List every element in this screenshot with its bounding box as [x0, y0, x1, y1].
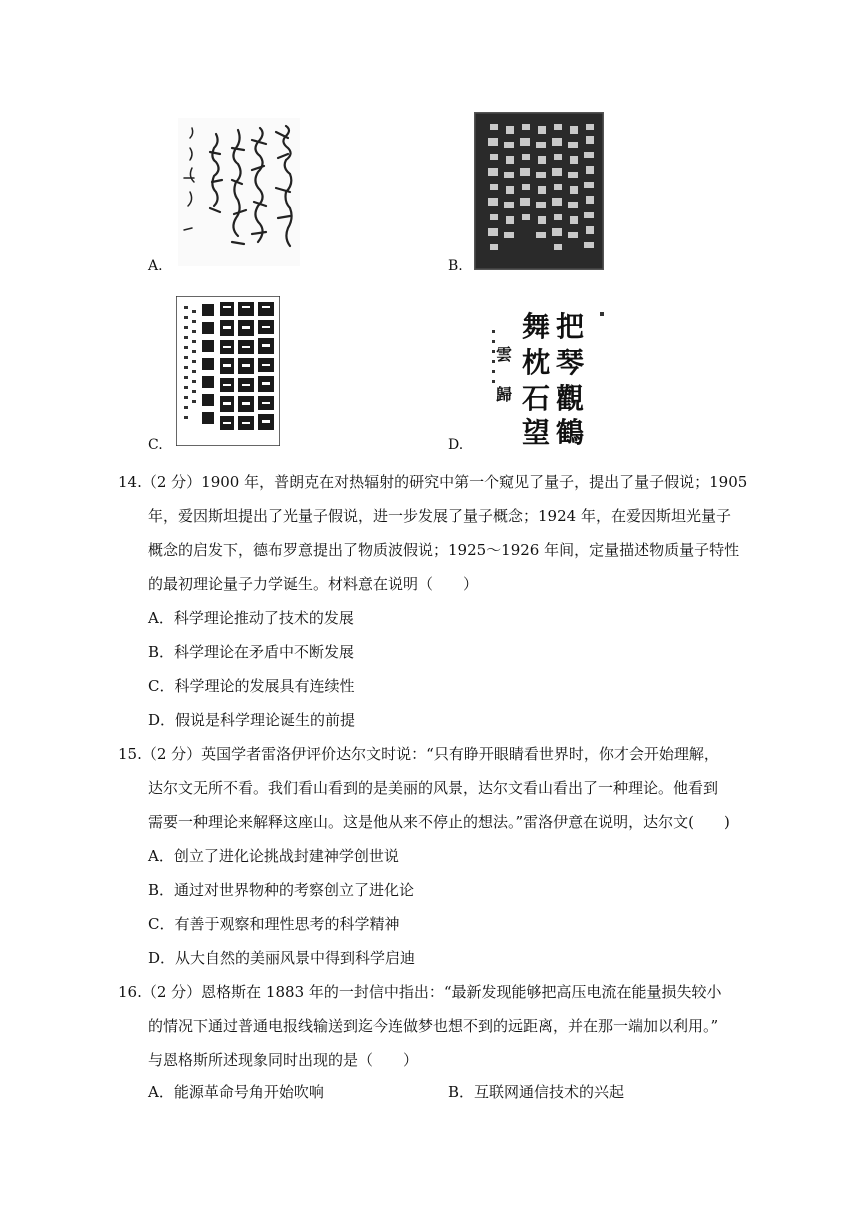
question-16-line-3: 与恩格斯所述现象同时出现的是（ ） — [148, 1051, 419, 1069]
seal-character: 歸 — [495, 385, 513, 404]
question-14-line-3: 概念的启发下，德布罗意提出了物质波假说；1925～1926 年间，定量描述物质量子特性 — [148, 541, 740, 559]
option-c-label: C. — [148, 437, 163, 453]
option-d-image — [478, 300, 606, 448]
seal-character: 琴 — [555, 346, 585, 379]
seal-character: 舞 — [521, 310, 551, 343]
seal-character: 觀 — [555, 382, 585, 415]
option-c-image — [176, 296, 280, 446]
question-16-option-a[interactable]: A．能源革命号角开始吹响 — [148, 1083, 324, 1101]
option-a-image — [178, 118, 300, 266]
seal-character: 把 — [555, 310, 585, 343]
seal-script-image — [478, 300, 606, 448]
seal-character: 石 — [521, 382, 551, 415]
question-15-option-d[interactable]: D．从大自然的美丽风景中得到科学启迪 — [148, 949, 416, 967]
seal-character: 枕 — [521, 346, 551, 379]
option-d-label: D. — [448, 437, 464, 453]
question-15-line-1: 15.（2 分）英国学者雷洛伊评价达尔文时说：“只有睁开眼睛看世界时，你才会开始理解， — [118, 745, 719, 763]
option-b-label: B. — [448, 258, 463, 274]
seal-character: 望 — [521, 416, 551, 448]
question-14-option-a[interactable]: A．科学理论推动了技术的发展 — [148, 609, 354, 627]
question-14-line-4: 的最初理论量子力学诞生。材料意在说明（ ） — [148, 575, 479, 593]
question-15-option-c[interactable]: C．有善于观察和理性思考的科学精神 — [148, 915, 400, 933]
clerical-script-image — [176, 296, 280, 446]
seal-character: 雲 — [495, 345, 513, 364]
question-14-option-b[interactable]: B．科学理论在矛盾中不断发展 — [148, 643, 355, 661]
question-16-option-b[interactable]: B．互联网通信技术的兴起 — [448, 1083, 625, 1101]
question-15-option-a[interactable]: A．创立了进化论挑战封建神学创世说 — [148, 847, 399, 865]
seal-character: 鶴 — [555, 416, 585, 448]
question-16-line-2: 的情况下通过普通电报线输送到迄今连做梦也想不到的远距离，并在那一端加以利用。” — [148, 1017, 719, 1035]
question-14-option-d[interactable]: D．假说是科学理论诞生的前提 — [148, 711, 356, 729]
option-a-label: A. — [148, 258, 163, 274]
question-15-option-b[interactable]: B．通过对世界物种的考察创立了进化论 — [148, 881, 415, 899]
question-14-line-2: 年，爱因斯坦提出了光量子假说，进一步发展了量子概念；1924 年，在爱因斯坦光量子 — [148, 507, 731, 525]
stone-rubbing-image — [474, 112, 604, 270]
question-15-line-2: 达尔文无所不看。我们看山看到的是美丽的风景，达尔文看山看出了一种理论。他看到 — [148, 779, 719, 797]
question-14-line-1: 14.（2 分）1900 年，普朗克在对热辐射的研究中第一个窥见了量子，提出了量子假说；1905 — [118, 473, 748, 491]
question-16-line-1: 16.（2 分）恩格斯在 1883 年的一封信中指出：“最新发现能够把高压电流在能量损失较小 — [118, 983, 722, 1001]
option-b-image — [474, 112, 604, 270]
question-14-option-c[interactable]: C．科学理论的发展具有连续性 — [148, 677, 355, 695]
question-15-line-3: 需要一种理论来解释这座山。这是他从来不停止的想法。”雷洛伊意在说明，达尔文( ) — [148, 813, 730, 831]
cursive-calligraphy-image — [178, 118, 300, 266]
